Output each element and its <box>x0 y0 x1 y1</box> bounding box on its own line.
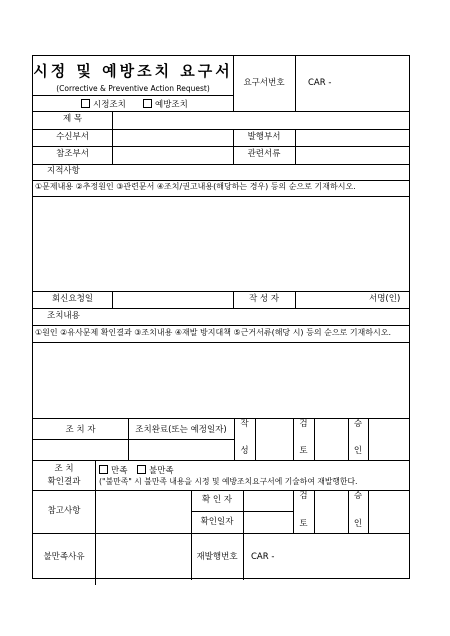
result-unsatisfied[interactable] <box>137 465 174 476</box>
approve-label-1: 승 <box>353 419 363 429</box>
result-unsatisfied-label: 불만족 <box>149 466 174 476</box>
confirm-review-label-1: 검 <box>299 491 308 501</box>
approve-label-2: 인 <box>353 446 363 456</box>
issuer-label: 발행부서 <box>247 132 281 142</box>
result-satisfied[interactable] <box>99 465 127 476</box>
checkbox-preventive[interactable] <box>143 99 152 108</box>
related-doc-label: 관련서류 <box>247 149 281 159</box>
review-label-1: 검 <box>299 419 308 429</box>
review-label-2: 토 <box>299 446 308 456</box>
reissue-no-value[interactable]: CAR - <box>251 552 275 562</box>
option-preventive[interactable] <box>143 99 188 110</box>
findings-label: 지적사항 <box>47 166 80 176</box>
write-label-1: 작 <box>240 419 249 429</box>
confirm-review-label-2: 토 <box>299 519 308 529</box>
reply-date-label: 회신요청일 <box>51 294 94 304</box>
confirm-approve-label-1: 승 <box>353 491 363 501</box>
confirm-date-label: 확인일자 <box>200 517 234 527</box>
action-label: 조치내용 <box>47 311 80 321</box>
confirm-approve-label-2: 인 <box>353 519 363 529</box>
receiver-label: 수신부서 <box>56 132 89 142</box>
request-no-value[interactable]: CAR - <box>308 78 332 88</box>
checkbox-corrective[interactable] <box>81 99 90 108</box>
reissue-no-label: 재발행번호 <box>196 552 238 562</box>
checkbox-satisfied[interactable] <box>99 465 108 474</box>
findings-guide: ①문제내용 ②추정원인 ③관련문서 ④조치/권고내용(해당하는 경우) 등의 순으로 기재하시오. <box>35 182 356 191</box>
dissatisfaction-label: 불만족사유 <box>43 552 85 562</box>
result-satisfied-label: 만족 <box>111 466 128 476</box>
form-subtitle: (Corrective & Preventive Action Request) <box>56 84 210 93</box>
option-corrective-label: 시정조치 <box>93 100 126 110</box>
completion-label: 조치완료(또는 예정일자) <box>135 425 227 435</box>
result-label-1: 조 치 <box>54 464 74 474</box>
car-form <box>32 55 410 579</box>
actor-label: 조 치 자 <box>65 425 96 435</box>
option-preventive-label: 예방조치 <box>155 100 188 110</box>
ref-dept-label: 참조부서 <box>56 149 89 159</box>
option-corrective[interactable] <box>81 99 126 110</box>
action-area[interactable] <box>33 343 409 418</box>
writer-label: 작 성 자 <box>248 294 280 304</box>
write-label-2: 성 <box>240 446 249 456</box>
note-label: 참고사항 <box>47 506 81 516</box>
signature-label: 서명(인) <box>369 294 401 304</box>
result-label-2: 확인결과 <box>47 477 81 487</box>
findings-area[interactable] <box>33 197 409 290</box>
result-note: ("불만족" 시 불만족 내용을 시정 및 예방조치요구서에 기술하여 재발행한다. <box>99 477 358 486</box>
confirmer-label: 확 인 자 <box>201 495 233 505</box>
subject-label: 제 목 <box>62 114 83 124</box>
checkbox-unsatisfied[interactable] <box>137 465 146 474</box>
action-guide: ①원인 ②유사문제 확인결과 ③조치내용 ④재발 방지대책 ⑤근거서류(해당 시) 등의 순으로 기재하시오. <box>35 328 392 337</box>
request-no-label: 요구서번호 <box>243 78 285 88</box>
form-title: 시정 및 예방조치 요구서 <box>33 62 233 80</box>
